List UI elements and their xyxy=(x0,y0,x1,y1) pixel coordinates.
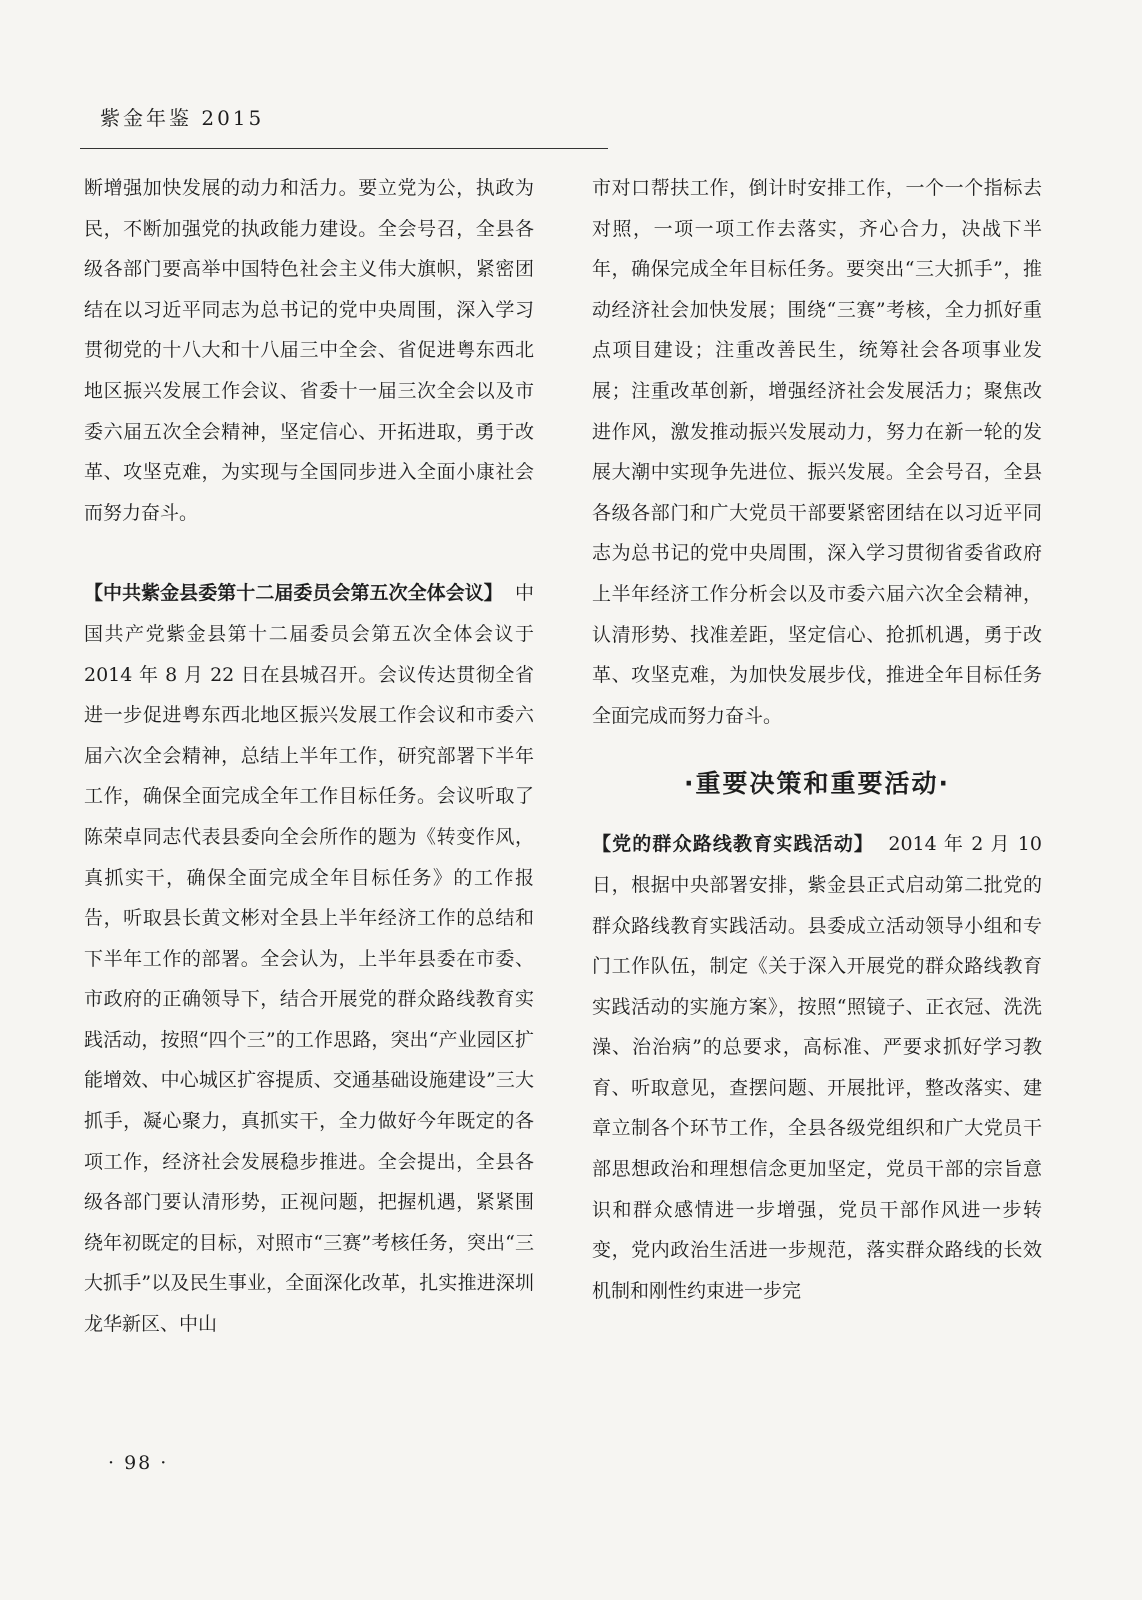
left-column xyxy=(84,168,534,1345)
paragraph-gap xyxy=(84,533,534,573)
paragraph-mass-line-campaign xyxy=(592,824,1042,1311)
paragraph-closing: 断增强加快发展的动力和活力。要立党为公，执政为民，不断加强党的执政能力建设。全会号召，全县各级各部门要高举中国特色社会主义伟大旗帜，紧密团结在以习近平同志为总书记的党中央周围，深入学习贯彻党的十八大和十八届三中全会、省促进粤东西北地区振兴发展工作会议、省委十一届三次全会以及市委六届五次全会精神，坚定信心、开拓进取，勇于改革、攻坚克难，为实现与全国同步进入全面小康社会而努力奋斗。 xyxy=(84,177,534,524)
running-header: 紫金年鉴 2015 xyxy=(100,106,265,130)
right-column xyxy=(592,168,1042,1311)
paragraph-plenum-session xyxy=(84,573,534,1344)
header-rule xyxy=(80,148,608,149)
entry-body: 中国共产党紫金县第十二届委员会第五次全体会议于 2014 年 8 月 22 日在县城召开。会议传达贯彻全省进一步促进粤东西北地区振兴发展工作会议和市委六届六次全会精神，总结上半年工作，研究部署下半年工作，确保全面完成全年工作目标任务。会议听取了陈荣卓同志代表县委向全会所作的题为《转变作风，真抓实干，确保全面完成全年目标任务》的工作报告，听取县长黄文彬对全县上半年经济工作的总结和下半年工作的部署。全会认为，上半年县委在市委、市政府的正确领导下，结合开展党的群众路线教育实践活动，按照“四个三”的工作思路，突出“产业园区扩能增效、中心城区扩容提质、交通基础设施建设”三大抓手，凝心聚力，真抓实干，全力做好今年既定的各项工作，经济社会发展稳步推进。全会提出，全县各级各部门要认清形势，正视问题，把握机遇，紧紧围绕年初既定的目标，对照市“三赛”考核任务，突出“三大抓手”以及民生事业，全面深化改革，扎实推进深圳龙华新区、中山 xyxy=(84,582,534,1336)
paragraph-continued: 市对口帮扶工作，倒计时安排工作，一个一个指标去对照，一项一项工作去落实，齐心合力，决战下半年，确保完成全年目标任务。要突出“三大抓手”，推动经济社会加快发展；围绕“三赛”考核，全力抓好重点项目建设；注重改善民生，统筹社会各项事业发展；注重改革创新，增强经济社会发展活力；聚焦改进作风，激发推动振兴发展动力，努力在新一轮的发展大潮中实现争先进位、振兴发展。全会号召，全县各级各部门和广大党员干部要紧密团结在以习近平同志为总书记的党中央周围，深入学习贯彻省委省政府上半年经济工作分析会以及市委六届六次全会精神，认清形势、找准差距，坚定信心、抢抓机遇，勇于改革、攻坚克难，为加快发展步伐，推进全年目标任务全面完成而努力奋斗。 xyxy=(592,177,1042,727)
entry-heading: 【中共紫金县委第十二届委员会第五次全体会议】 xyxy=(84,582,503,605)
entry-body: 2014 年 2 月 10 日，根据中央部署安排，紫金县正式启动第二批党的群众路线教育实践活动。县委成立活动领导小组和专门工作队伍，制定《关于深入开展党的群众路线教育实践活动的实施方案》，按照“照镜子、正衣冠、洗洗澡、治治病”的总要求，高标准、严要求抓好学习教育、听取意见，查摆问题、开展批评，整改落实、建章立制各个环节工作，全县各级党组织和广大党员干部思想政治和理想信念更加坚定，党员干部的宗旨意识和群众感情进一步增强，党员干部作风进一步转变，党内政治生活进一步规范，落实群众路线的长效机制和刚性约束进一步完 xyxy=(592,833,1042,1302)
page-number: · 98 · xyxy=(108,1452,169,1474)
section-title: ·重要决策和重要活动· xyxy=(684,769,950,799)
entry-heading: 【党的群众路线教育实践活动】 xyxy=(592,833,874,856)
